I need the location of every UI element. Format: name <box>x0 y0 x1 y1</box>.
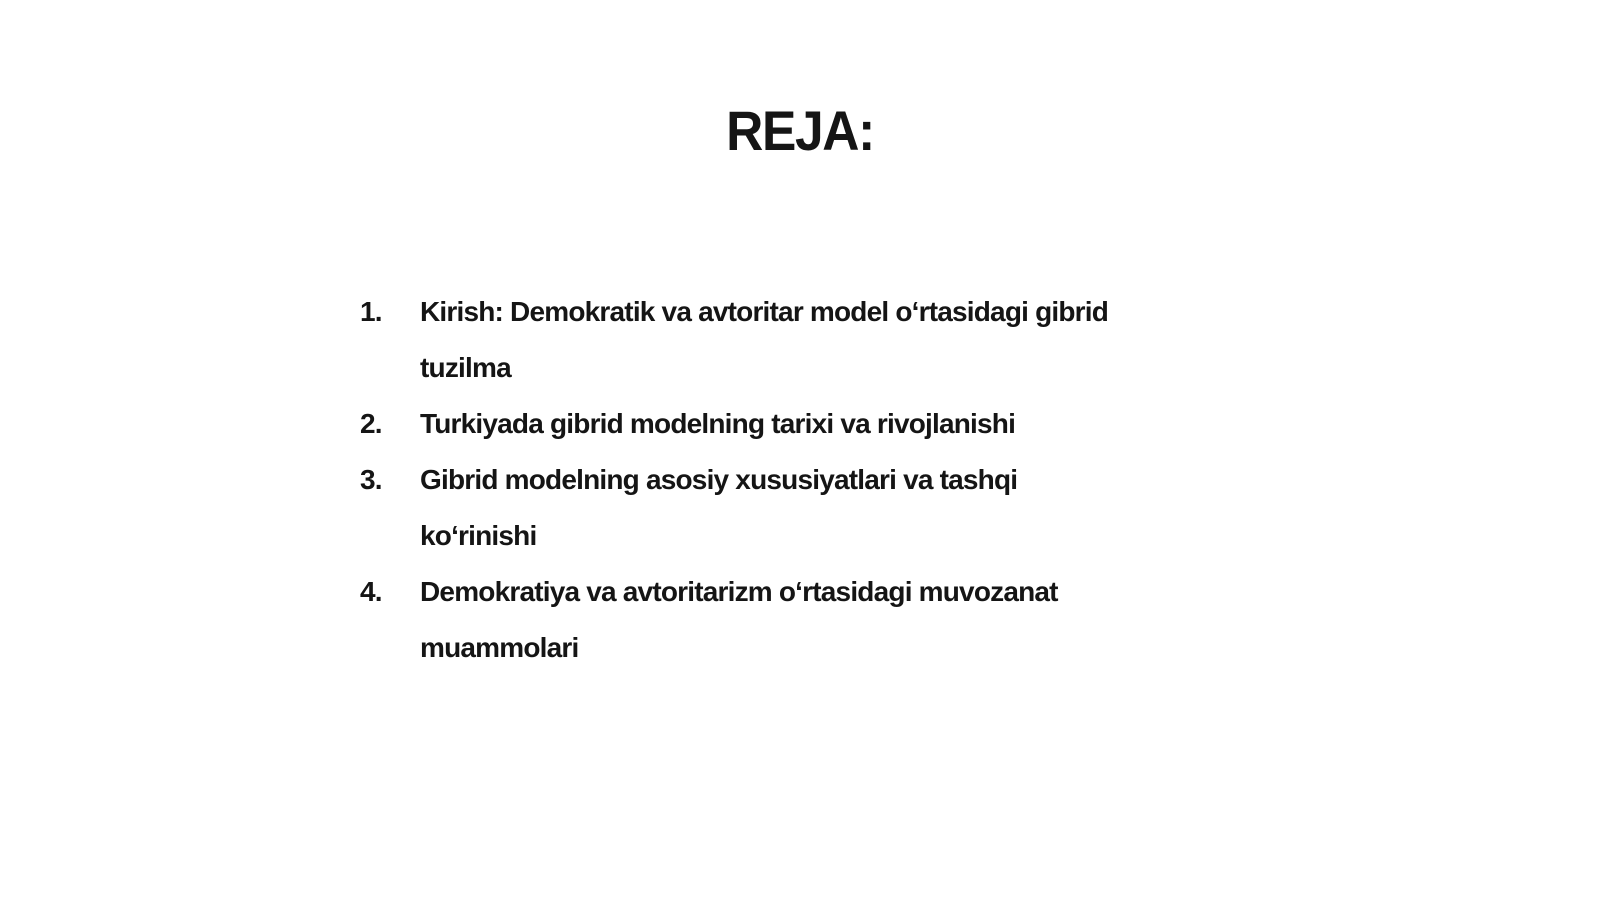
plan-item-number: 3. <box>360 464 382 495</box>
plan-item-text: Turkiyada gibrid modelning tarixi va rivojlanishi <box>420 408 1016 439</box>
plan-item <box>360 452 1120 564</box>
plan-item <box>360 396 1120 452</box>
plan-item-number: 4. <box>360 576 382 607</box>
plan-item <box>360 284 1120 396</box>
plan-list <box>360 284 1120 676</box>
plan-item <box>360 564 1120 676</box>
plan-item-text: Kirish: Demokratik va avtoritar model o‘rtasidagi gibrid tuzilma <box>420 296 1109 383</box>
plan-item-number: 2. <box>360 408 382 439</box>
plan-item-text: Demokratiya va avtoritarizm o‘rtasidagi muvozanat muammolari <box>420 576 1058 663</box>
plan-item-text: Gibrid modelning asosiy xususiyatlari va tashqi ko‘rinishi <box>420 464 1018 551</box>
plan-item-number: 1. <box>360 296 382 327</box>
slide-title: REJA: <box>726 99 874 162</box>
